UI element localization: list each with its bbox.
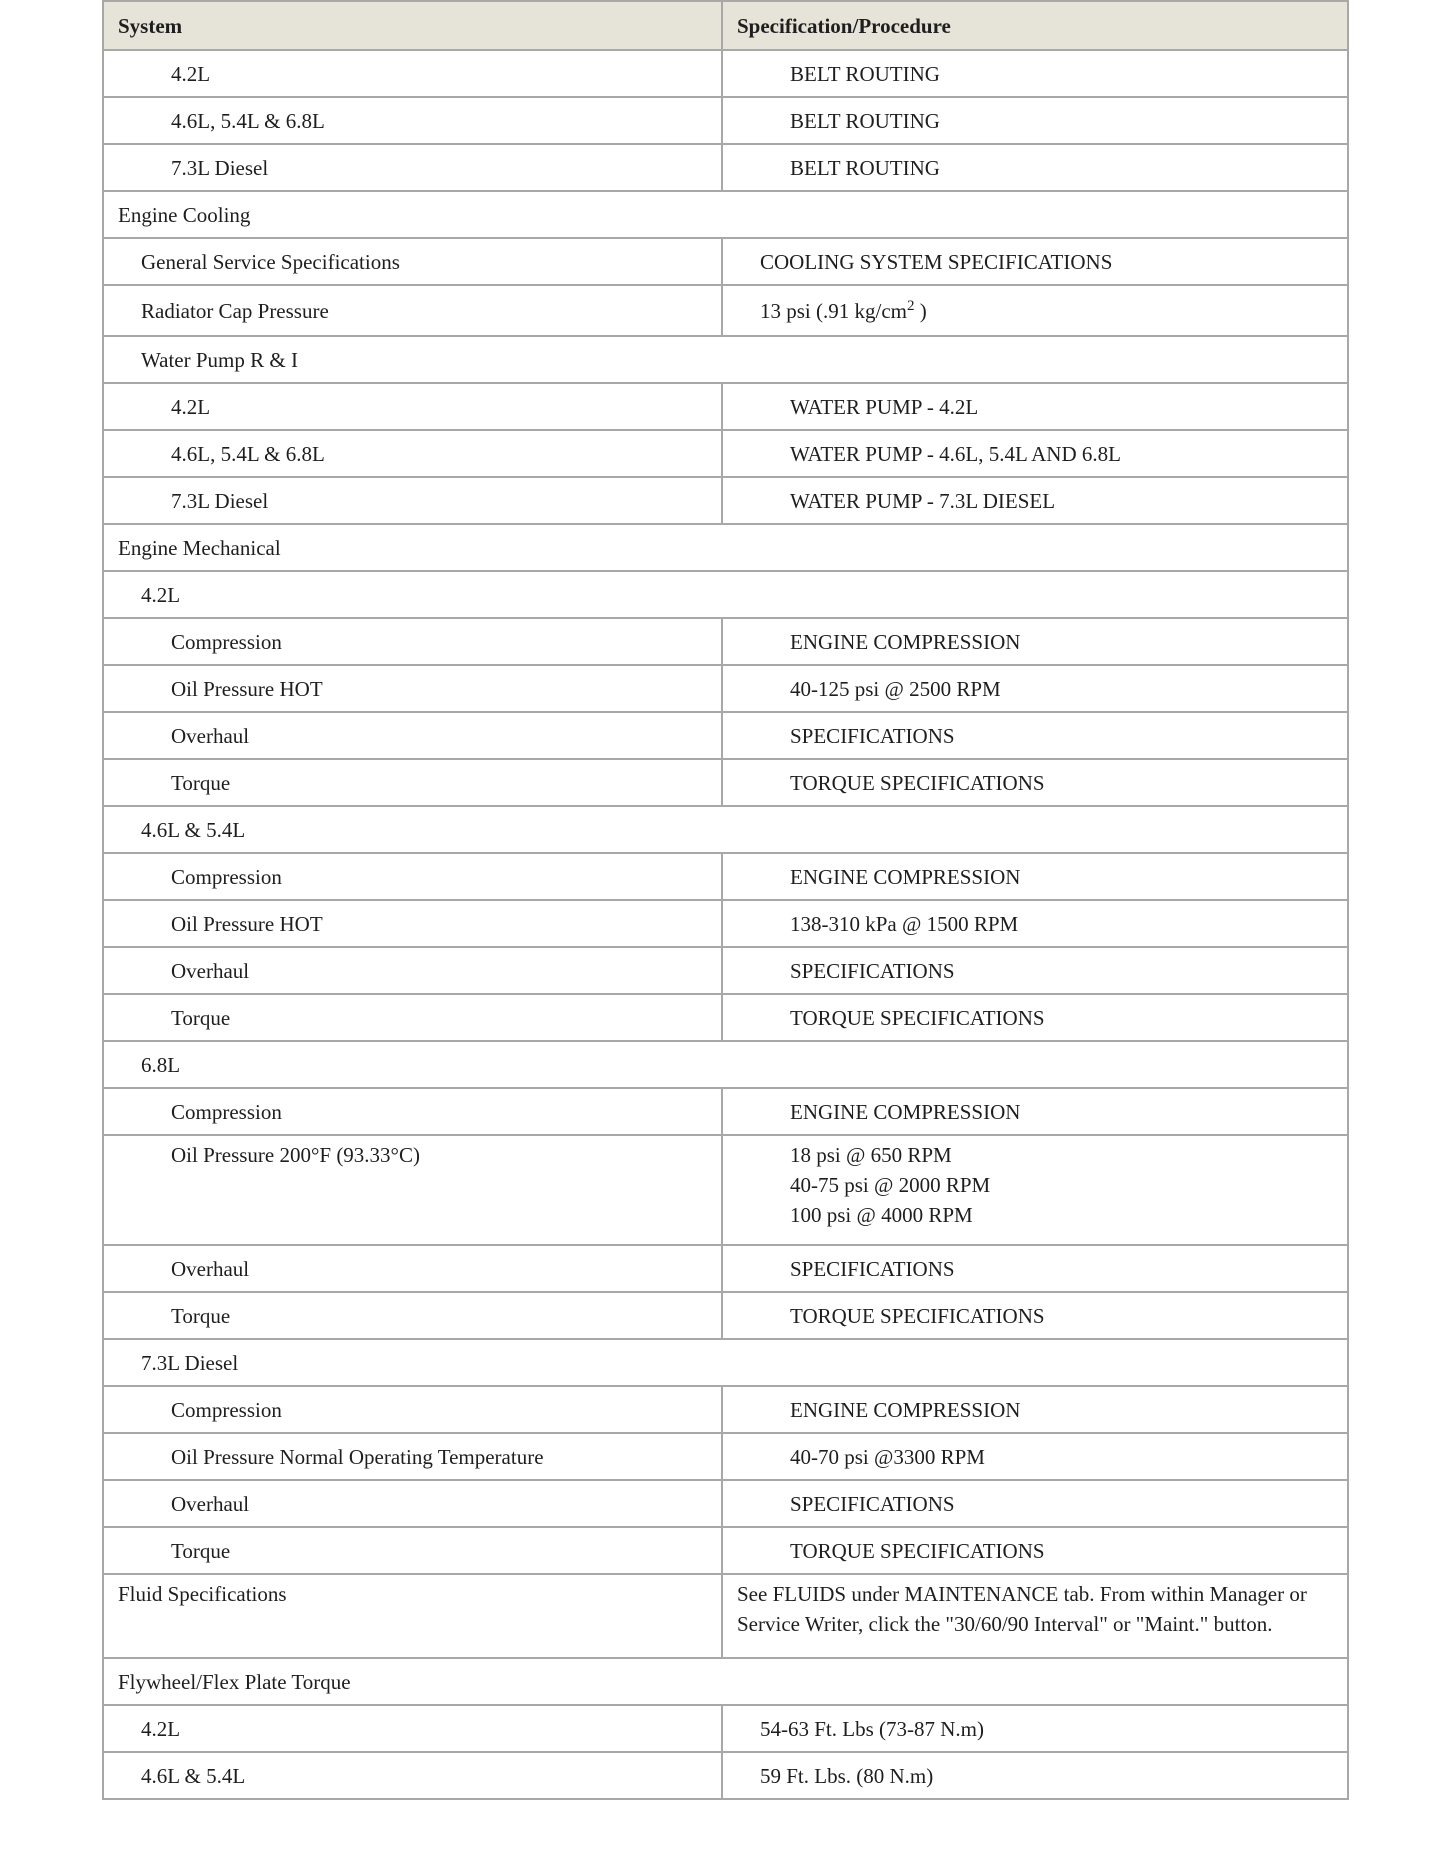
spec-cell: SPECIFICATIONS: [722, 712, 1348, 759]
subsection-row: [103, 571, 1348, 618]
system-cell: 4.2L: [103, 50, 722, 97]
table-row: [103, 665, 1348, 712]
system-cell: Torque: [103, 994, 722, 1041]
system-cell: Compression: [103, 853, 722, 900]
system-cell: 4.2L: [103, 1705, 722, 1752]
spec-cell: 40-70 psi @3300 RPM: [722, 1433, 1348, 1480]
system-cell: Overhaul: [103, 1245, 722, 1292]
spec-cell: TORQUE SPECIFICATIONS: [722, 759, 1348, 806]
system-cell: Torque: [103, 1527, 722, 1574]
table-row: [103, 1433, 1348, 1480]
spec-line: Service Writer, click the "30/60/90 Interval" or "Maint." button.: [737, 1612, 1273, 1636]
subsection-heading: Water Pump R & I: [103, 336, 1348, 383]
subsection-row: [103, 1041, 1348, 1088]
section-heading: Engine Mechanical: [103, 524, 1348, 571]
spec-line: 40-75 psi @ 2000 RPM: [790, 1173, 991, 1197]
system-cell: Overhaul: [103, 1480, 722, 1527]
system-cell: Compression: [103, 1088, 722, 1135]
subsection-heading: 7.3L Diesel: [103, 1339, 1348, 1386]
section-row: [103, 524, 1348, 571]
spec-cell: COOLING SYSTEM SPECIFICATIONS: [722, 238, 1348, 285]
spec-cell: WATER PUMP - 4.6L, 5.4L AND 6.8L: [722, 430, 1348, 477]
spec-cell: 54-63 Ft. Lbs (73-87 N.m): [722, 1705, 1348, 1752]
table-row: [103, 853, 1348, 900]
subsection-row: [103, 336, 1348, 383]
spec-column-header: Specification/Procedure: [722, 1, 1348, 50]
system-cell: 7.3L Diesel: [103, 144, 722, 191]
table-row: [103, 947, 1348, 994]
table-row: [103, 1527, 1348, 1574]
spec-cell: TORQUE SPECIFICATIONS: [722, 994, 1348, 1041]
spec-cell: SPECIFICATIONS: [722, 1245, 1348, 1292]
subsection-heading: 6.8L: [103, 1041, 1348, 1088]
table-row: [103, 1292, 1348, 1339]
spec-line: See FLUIDS under MAINTENANCE tab. From within Manager or: [737, 1582, 1307, 1606]
spec-cell: [722, 1135, 1348, 1245]
subsection-row: [103, 1339, 1348, 1386]
spec-cell: BELT ROUTING: [722, 144, 1348, 191]
spec-cell: 59 Ft. Lbs. (80 N.m): [722, 1752, 1348, 1799]
spec-cell: TORQUE SPECIFICATIONS: [722, 1292, 1348, 1339]
spec-line: 18 psi @ 650 RPM: [790, 1143, 952, 1167]
table-row: [103, 759, 1348, 806]
table-row: [103, 50, 1348, 97]
system-cell: Compression: [103, 618, 722, 665]
table-row: [103, 900, 1348, 947]
section-row: [103, 191, 1348, 238]
spec-cell: BELT ROUTING: [722, 97, 1348, 144]
table-row: [103, 1574, 1348, 1658]
system-cell: 4.6L & 5.4L: [103, 1752, 722, 1799]
specifications-table: [102, 0, 1349, 1800]
system-cell: General Service Specifications: [103, 238, 722, 285]
section-row: [103, 1658, 1348, 1705]
subsection-heading: 4.6L & 5.4L: [103, 806, 1348, 853]
system-cell: Oil Pressure Normal Operating Temperature: [103, 1433, 722, 1480]
table-row: [103, 1135, 1348, 1245]
spec-cell: SPECIFICATIONS: [722, 1480, 1348, 1527]
spec-cell: SPECIFICATIONS: [722, 947, 1348, 994]
system-cell: Oil Pressure HOT: [103, 665, 722, 712]
table-row: [103, 618, 1348, 665]
table-row: [103, 383, 1348, 430]
table-row: [103, 712, 1348, 759]
table-row: [103, 994, 1348, 1041]
spec-cell: TORQUE SPECIFICATIONS: [722, 1527, 1348, 1574]
system-cell: 4.6L, 5.4L & 6.8L: [103, 430, 722, 477]
system-cell: Oil Pressure HOT: [103, 900, 722, 947]
system-cell: Compression: [103, 1386, 722, 1433]
table-row: [103, 1245, 1348, 1292]
spec-cell: WATER PUMP - 7.3L DIESEL: [722, 477, 1348, 524]
spec-cell: ENGINE COMPRESSION: [722, 618, 1348, 665]
system-cell: Torque: [103, 1292, 722, 1339]
table-row: [103, 430, 1348, 477]
table-row: [103, 144, 1348, 191]
subsection-heading: 4.2L: [103, 571, 1348, 618]
section-heading: Flywheel/Flex Plate Torque: [103, 1658, 1348, 1705]
table-row: [103, 1752, 1348, 1799]
system-cell: Fluid Specifications: [103, 1574, 722, 1658]
table-row: [103, 1386, 1348, 1433]
system-cell: Overhaul: [103, 947, 722, 994]
system-cell: Overhaul: [103, 712, 722, 759]
table-row: [103, 238, 1348, 285]
spec-cell: WATER PUMP - 4.2L: [722, 383, 1348, 430]
table-row: [103, 285, 1348, 336]
section-heading: Engine Cooling: [103, 191, 1348, 238]
spec-cell: 40-125 psi @ 2500 RPM: [722, 665, 1348, 712]
spec-cell: 138-310 kPa @ 1500 RPM: [722, 900, 1348, 947]
system-cell: Radiator Cap Pressure: [103, 285, 722, 336]
system-cell: Oil Pressure 200°F (93.33°C): [103, 1135, 722, 1245]
subsection-row: [103, 806, 1348, 853]
system-column-header: System: [103, 1, 722, 50]
system-cell: Torque: [103, 759, 722, 806]
spec-cell: [722, 1574, 1348, 1658]
spec-cell: ENGINE COMPRESSION: [722, 1088, 1348, 1135]
table-row: [103, 477, 1348, 524]
spec-line: 100 psi @ 4000 RPM: [790, 1203, 973, 1227]
system-cell: 4.6L, 5.4L & 6.8L: [103, 97, 722, 144]
spec-cell: 13 psi (.91 $kg/cm^2$ ): [722, 285, 1348, 336]
spec-cell: ENGINE COMPRESSION: [722, 1386, 1348, 1433]
system-cell: 4.2L: [103, 383, 722, 430]
table-row: [103, 1705, 1348, 1752]
system-cell: 7.3L Diesel: [103, 477, 722, 524]
table-row: [103, 1088, 1348, 1135]
spec-cell: BELT ROUTING: [722, 50, 1348, 97]
table-row: [103, 1480, 1348, 1527]
table-row: [103, 97, 1348, 144]
table-header-row: [103, 1, 1348, 50]
spec-cell: ENGINE COMPRESSION: [722, 853, 1348, 900]
